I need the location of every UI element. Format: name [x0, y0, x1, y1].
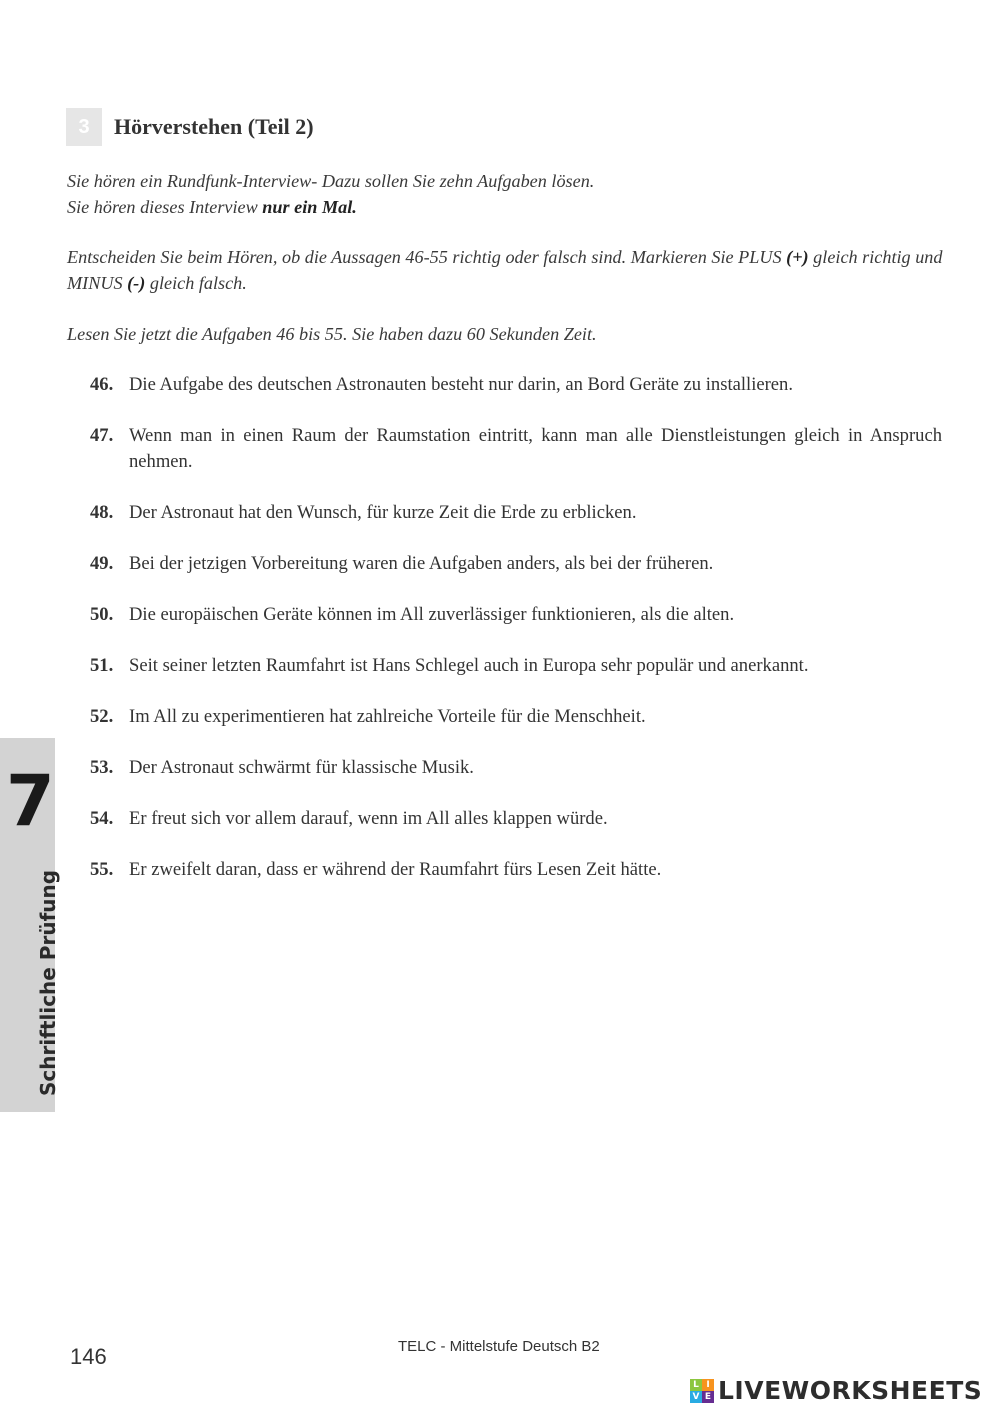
instruction-text: gleich falsch. [145, 273, 247, 293]
statement-number: 53. [90, 757, 114, 778]
section-title: Hörverstehen (Teil 2) [114, 114, 314, 139]
instruction-emphasis: nur ein Mal. [262, 197, 357, 217]
liveworksheets-logo[interactable] [690, 1376, 982, 1405]
statement-number: 51. [90, 655, 114, 676]
page-number: 146 [70, 1344, 107, 1369]
liveworksheets-wordmark: LIVEWORKSHEETS [718, 1376, 983, 1405]
logo-tile-e: E [702, 1391, 714, 1403]
statement-item [90, 551, 942, 577]
statement-item [90, 806, 942, 832]
statement-text: Die Aufgabe des deutschen Astronauten besteht nur darin, an Bord Geräte zu installieren. [129, 374, 793, 395]
statement-text: Wenn man in einen Raum der Raumstation eintritt, kann man alle Dienstleistungen gleich in Anspruch nehmen. [129, 425, 942, 472]
statement-number: 48. [90, 502, 114, 523]
chapter-label: Schriftliche Prüfung [36, 869, 60, 1096]
instruction-paragraph-1 [67, 168, 947, 220]
minus-symbol: (-) [127, 273, 146, 293]
instruction-paragraph-2 [67, 244, 947, 296]
statement-number: 55. [90, 859, 114, 880]
book-title: TELC - Mittelstufe Deutsch B2 [398, 1338, 600, 1355]
statement-item [90, 423, 942, 475]
section-header [66, 108, 314, 146]
statement-text: Der Astronaut hat den Wunsch, für kurze Zeit die Erde zu erblicken. [129, 502, 637, 523]
statement-text: Seit seiner letzten Raumfahrt ist Hans Schlegel auch in Europa sehr populär und anerkannt. [129, 655, 809, 676]
instruction-text: Entscheiden Sie beim Hören, ob die Aussagen 46-55 richtig oder falsch sind. Markieren Sie PLUS [67, 247, 787, 267]
statement-text: Er zweifelt daran, dass er während der Raumfahrt fürs Lesen Zeit hätte. [129, 859, 662, 880]
plus-symbol: (+) [786, 247, 809, 267]
statement-item [90, 372, 942, 398]
section-number: 3 [66, 108, 102, 146]
statement-number: 54. [90, 808, 114, 829]
instruction-line-2: Sie hören dieses Interview [67, 197, 263, 217]
statement-text: Bei der jetzigen Vorbereitung waren die Aufgaben anders, als bei der früheren. [129, 553, 714, 574]
chapter-side-tab [0, 738, 60, 1112]
statement-item [90, 755, 942, 781]
statement-number: 52. [90, 706, 114, 727]
statement-text: Die europäischen Geräte können im All zuverlässiger funktionieren, als die alten. [129, 604, 735, 625]
statement-list [90, 372, 942, 908]
statement-text: Der Astronaut schwärmt für klassische Musik. [129, 757, 474, 778]
logo-tile-v: V [690, 1391, 702, 1403]
statement-item [90, 653, 942, 679]
liveworksheets-icon [690, 1379, 714, 1403]
statement-number: 49. [90, 553, 114, 574]
statement-number: 47. [90, 425, 114, 446]
instruction-paragraph-3: Lesen Sie jetzt die Aufgaben 46 bis 55. Sie haben dazu 60 Sekunden Zeit. [67, 324, 597, 344]
statement-item [90, 602, 942, 628]
chapter-number: 7 [6, 760, 55, 842]
statement-number: 50. [90, 604, 114, 625]
statement-text: Im All zu experimentieren hat zahlreiche Vorteile für die Menschheit. [129, 706, 646, 727]
instruction-text: gleich richtig und MINUS [67, 247, 943, 293]
logo-tile-i: I [702, 1379, 714, 1391]
statement-text: Er freut sich vor allem darauf, wenn im All alles klappen würde. [129, 808, 608, 829]
statement-number: 46. [90, 374, 114, 395]
instruction-line-1: Sie hören ein Rundfunk-Interview- Dazu sollen Sie zehn Aufgaben lösen. [67, 171, 595, 191]
statement-item [90, 857, 942, 883]
logo-tile-l: L [690, 1379, 702, 1391]
statement-item [90, 704, 942, 730]
statement-item [90, 500, 942, 526]
